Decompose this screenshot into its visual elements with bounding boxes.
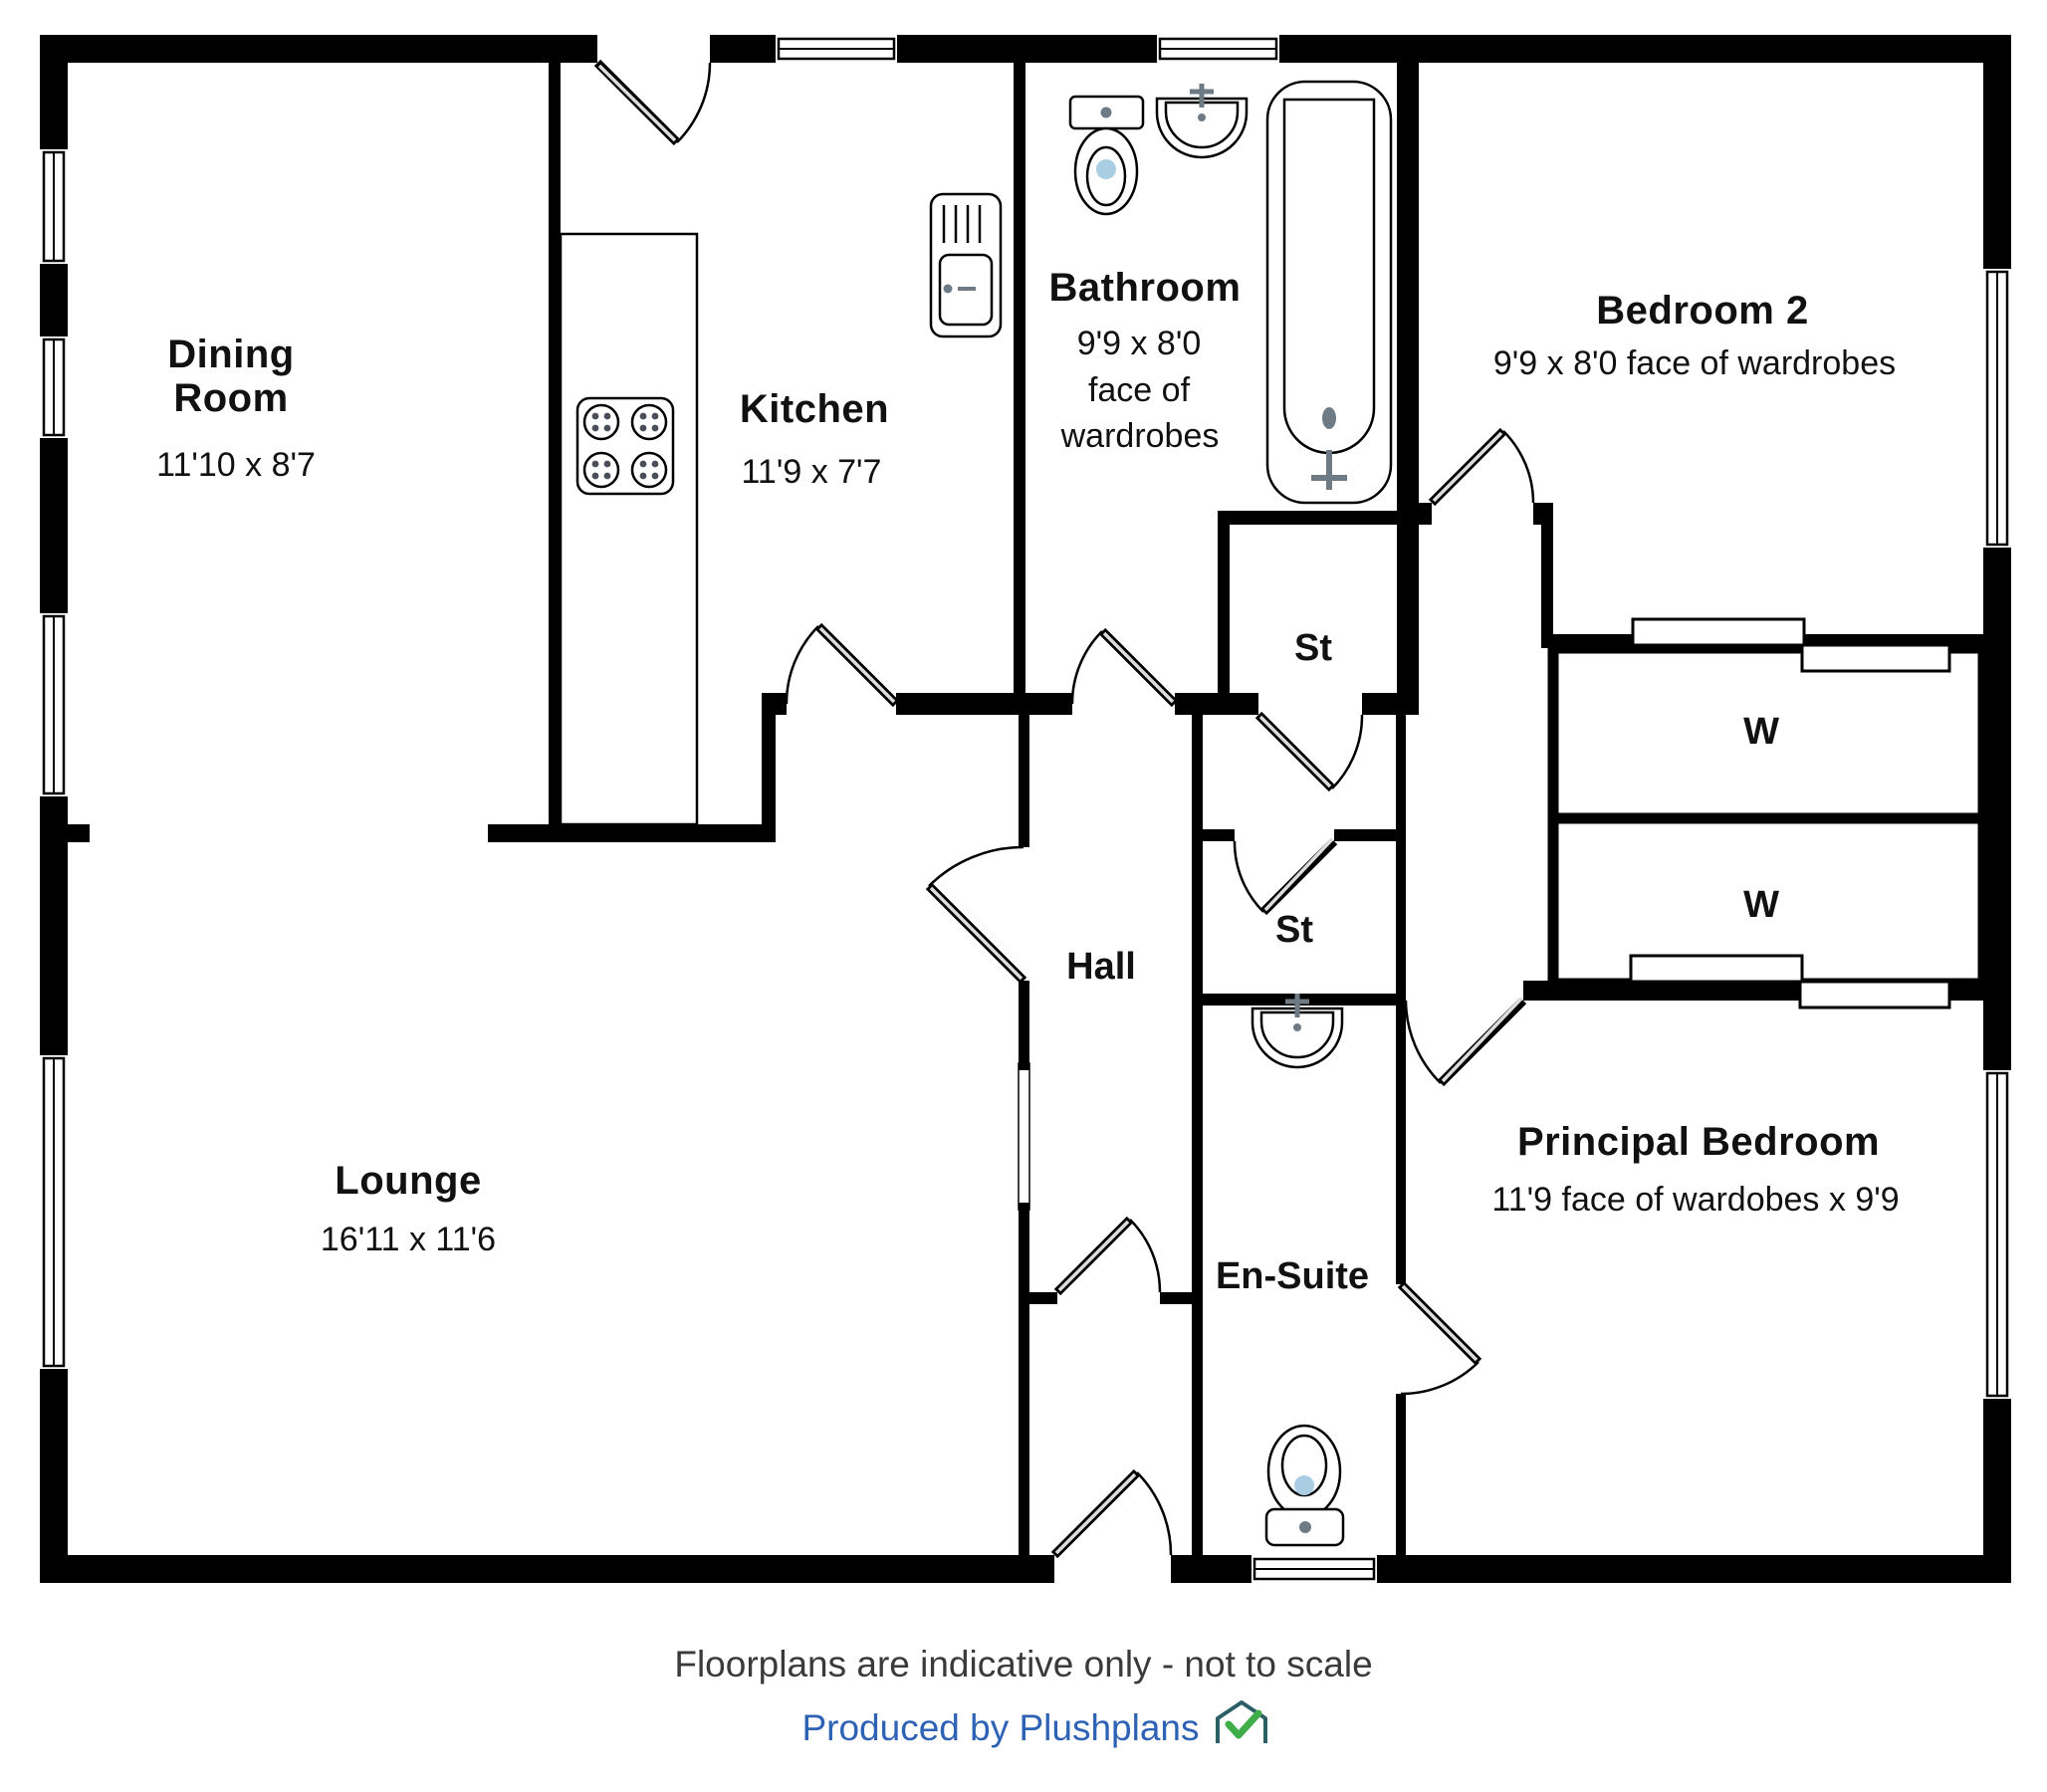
dining-room-label: Dining	[167, 333, 295, 376]
window-icon	[776, 35, 897, 63]
principal-bedroom-dims: 11'9 face of wardobes x 9'9	[1491, 1181, 1900, 1219]
wardrobe-door-panel	[1633, 619, 1804, 645]
window-icon	[1983, 1070, 2011, 1399]
window-icon	[1251, 1555, 1377, 1583]
wardrobe-door-panel	[1800, 982, 1949, 1008]
bedroom2-label: Bedroom 2	[1596, 289, 1809, 333]
door-ensuite	[1401, 1284, 1478, 1394]
toilet-icon	[1070, 97, 1143, 214]
window-icon	[1983, 269, 2011, 548]
principal-bedroom-label: Principal Bedroom	[1516, 1120, 1881, 1164]
window-icon	[40, 336, 68, 438]
hob-icon	[577, 398, 673, 494]
hall-label: Hall	[1066, 946, 1136, 988]
lounge-dims: 16'11 x 11'6	[320, 1221, 497, 1258]
sink-icon	[931, 194, 1001, 336]
window-icon	[40, 613, 68, 796]
door-principal	[1406, 999, 1523, 1083]
kitchen-counter	[561, 234, 697, 824]
lounge-label: Lounge	[335, 1159, 482, 1203]
bathroom-label: Bathroom	[1048, 266, 1242, 310]
bathroom-dims: wardrobes	[1060, 417, 1220, 455]
plushplans-house-check-icon	[1218, 1702, 1265, 1743]
ensuite-label: En-Suite	[1215, 1255, 1370, 1297]
window-icon	[40, 1055, 68, 1369]
door-bedroom2	[1432, 431, 1533, 503]
storage-lower-label: St	[1275, 909, 1313, 951]
bath-icon	[1267, 82, 1391, 503]
door-entrance-bottom	[1054, 1472, 1171, 1555]
storage-upper-label: St	[1294, 627, 1332, 669]
kitchen-label: Kitchen	[739, 387, 890, 431]
wardrobe-label: W	[1743, 711, 1779, 753]
window-icon	[1157, 35, 1279, 63]
door-front	[597, 63, 710, 142]
door-storage-lower	[1235, 839, 1334, 912]
dining-room-dims: 11'10 x 8'7	[156, 446, 316, 484]
door-storage-upper	[1258, 715, 1362, 788]
basin-icon	[1157, 84, 1247, 157]
toilet-icon	[1266, 1426, 1343, 1545]
glazed-panel	[1019, 1063, 1029, 1210]
wardrobe-label: W	[1743, 884, 1779, 926]
footer-credit-link[interactable]: Produced by Plushplans	[801, 1707, 1200, 1748]
door-bathroom	[1072, 631, 1175, 704]
wardrobe-door-panel	[1631, 956, 1802, 982]
bathroom-dims: face of	[1087, 371, 1191, 409]
dining-room-label: Room	[173, 376, 289, 420]
wardrobes	[1553, 619, 1983, 1008]
window-icon	[40, 149, 68, 264]
kitchen-dims: 11'9 x 7'7	[741, 453, 882, 491]
bedroom2-dims: 9'9 x 8'0 face of wardrobes	[1492, 344, 1897, 382]
wardrobe-door-panel	[1802, 645, 1949, 671]
door-hall	[1057, 1220, 1160, 1292]
bathroom-dims: 9'9 x 8'0	[1076, 325, 1202, 362]
door-kitchen	[787, 626, 896, 704]
door-lounge	[929, 847, 1024, 981]
footer-disclaimer: Floorplans are indicative only - not to scale	[674, 1644, 1373, 1684]
